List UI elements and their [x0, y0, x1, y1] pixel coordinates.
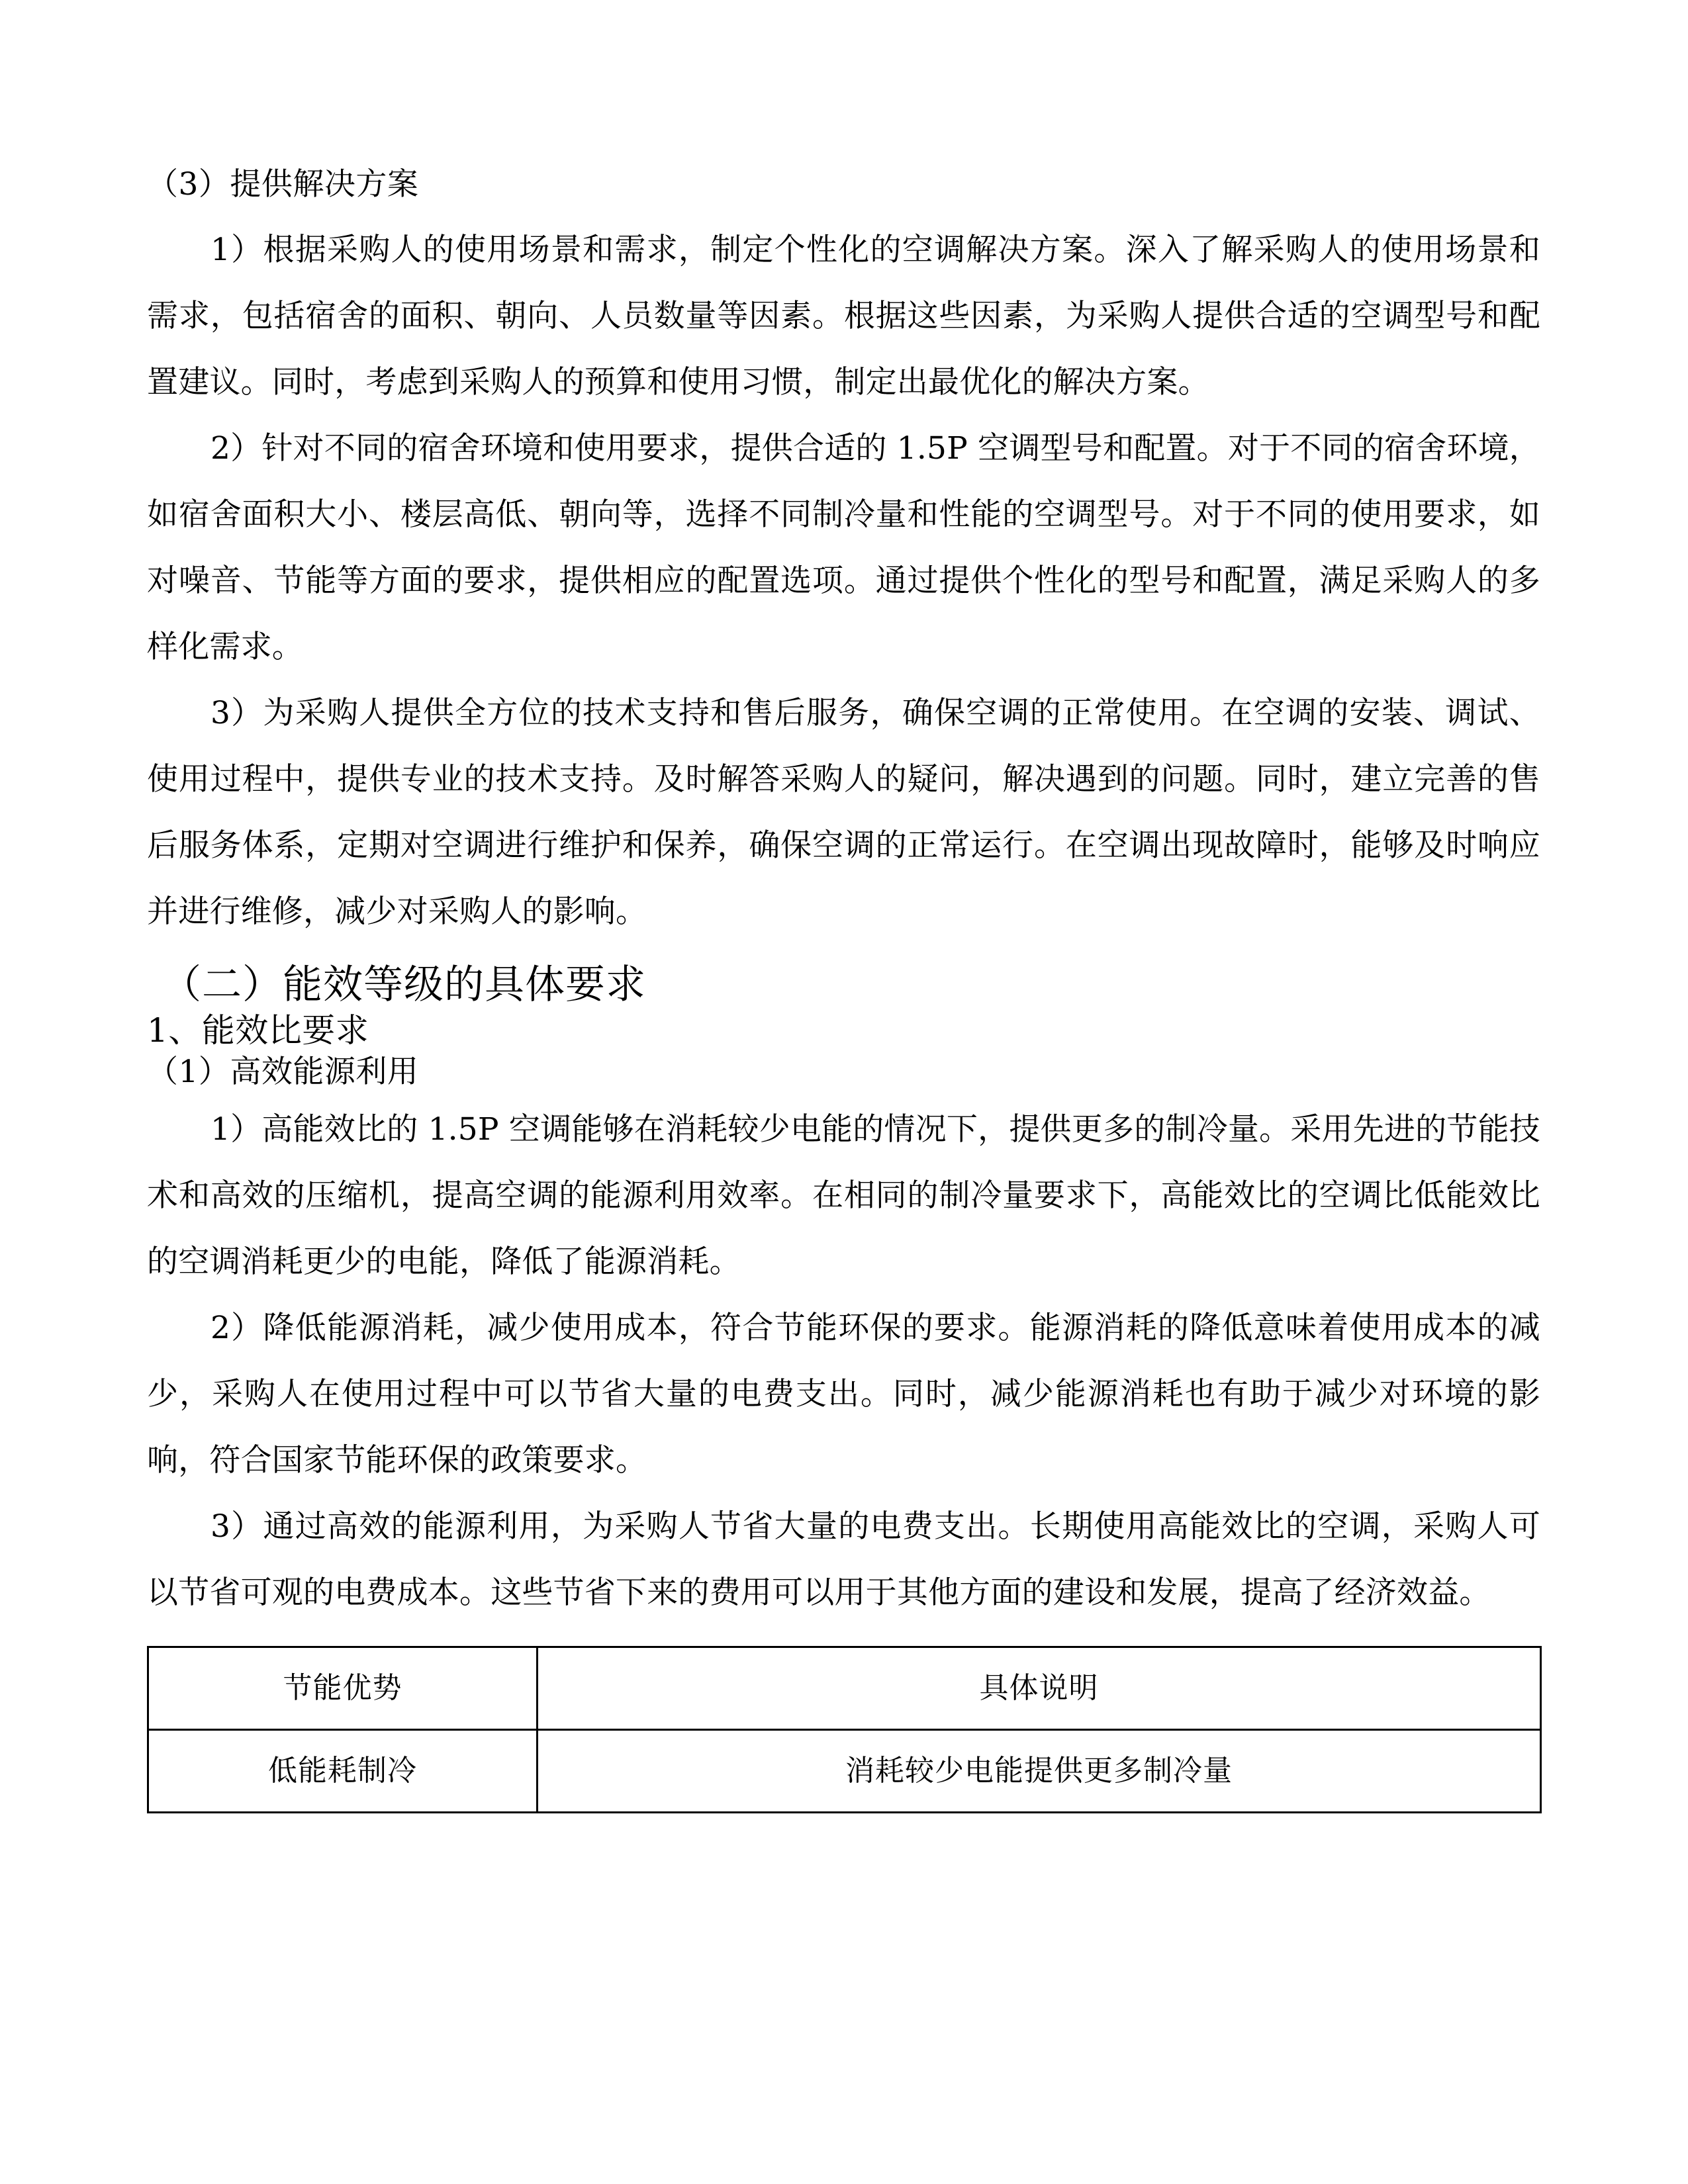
heading-section-two: （二）能效等级的具体要求	[162, 962, 646, 1008]
heading-numbered-1: 1、能效比要求	[147, 1011, 369, 1050]
spacer-before-table	[147, 1626, 1540, 1646]
table-cell-description: 消耗较少电能提供更多制冷量	[538, 1730, 1541, 1813]
page-content	[147, 166, 1540, 1813]
table-container	[147, 1646, 1540, 1813]
table-header-cell-description: 具体说明	[538, 1647, 1541, 1730]
table-cell-advantage: 低能耗制冷	[148, 1730, 538, 1813]
paragraph-energy-item-1: 1）高能效比的 1.5P 空调能够在消耗较少电能的情况下，提供更多的制冷量。采用先进的节能技术和高效的压缩机，提高空调的能源利用效率。在相同的制冷量要求下，高能效比的空调比低能效比的空调消耗更少的电能，降低了能源消耗。	[147, 1111, 1540, 1280]
table-header-cell-advantage: 节能优势	[148, 1647, 538, 1730]
paragraph-energy-item-3: 3）通过高效的能源利用，为采购人节省大量的电费支出。长期使用高能效比的空调，采购人可以节省可观的电费成本。这些节省下来的费用可以用于其他方面的建设和发展，提高了经济效益。	[147, 1508, 1540, 1611]
paragraph-energy-item-2: 2）降低能源消耗，减少使用成本，符合节能环保的要求。能源消耗的降低意味着使用成本的减少，采购人在使用过程中可以节省大量的电费支出。同时，减少能源消耗也有助于减少对环境的影响，符合国家节能环保的政策要求。	[147, 1310, 1540, 1479]
paragraph-item-1: 1）根据采购人的使用场景和需求，制定个性化的空调解决方案。深入了解采购人的使用场景和需求，包括宿舍的面积、朝向、人员数量等因素。根据这些因素，为采购人提供合适的空调型号和配置建议。同时，考虑到采购人的预算和使用习惯，制定出最优化的解决方案。	[147, 232, 1540, 400]
heading-paren-1: （1）高效能源利用	[147, 1054, 419, 1090]
table-header-row	[148, 1647, 1541, 1730]
paragraph-item-2: 2）针对不同的宿舍环境和使用要求，提供合适的 1.5P 空调型号和配置。对于不同的宿舍环境，如宿舍面积大小、楼层高低、朝向等，选择不同制冷量和性能的空调型号。对于不同的使用要求，如对噪音、节能等方面的要求，提供相应的配置选项。通过提供个性化的型号和配置，满足采购人的多样化需求。	[147, 430, 1540, 665]
energy-saving-table	[147, 1646, 1542, 1813]
table-row	[148, 1730, 1541, 1813]
subsection-heading-3: （3）提供解决方案	[147, 166, 419, 203]
paragraph-item-3: 3）为采购人提供全方位的技术支持和售后服务，确保空调的正常使用。在空调的安装、调试、使用过程中，提供专业的技术支持。及时解答采购人的疑问，解决遇到的问题。同时，建立完善的售后服务体系，定期对空调进行维护和保养，确保空调的正常运行。在空调出现故障时，能够及时响应并进行维修，减少对采购人的影响。	[147, 695, 1540, 930]
